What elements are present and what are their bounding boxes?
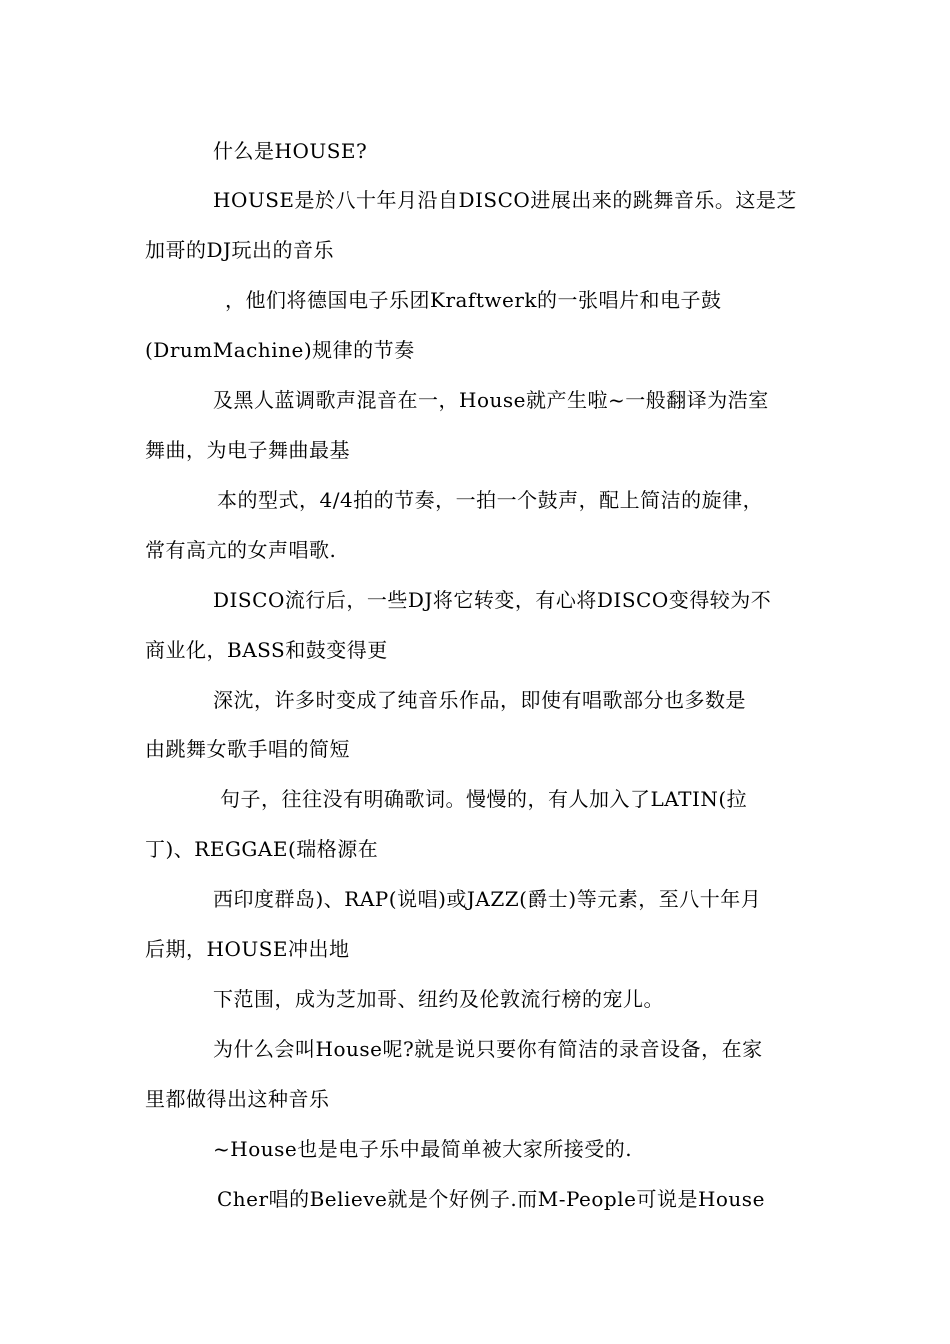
paragraph-line: ，他们将德国电子乐团Kraftwerk的一张唱片和电子鼓 [225,288,722,312]
paragraph-line: 舞曲，为电子舞曲最基 [145,438,350,462]
paragraph-line: 及黑人蓝调歌声混音在一，House就产生啦~一般翻译为浩室 [213,388,769,412]
paragraph-line: 本的型式，4/4拍的节奏，一拍一个鼓声，配上简洁的旋律， [217,488,764,512]
paragraph-line: 由跳舞女歌手唱的简短 [145,737,350,761]
paragraph-line: (DrumMachine)规律的节奏 [145,338,415,362]
paragraph-line: 丁)、REGGAE(瑞格源在 [145,837,379,861]
paragraph-line: DISCO流行后，一些DJ将它转变，有心将DISCO变得较为不 [213,588,772,612]
paragraph-line: 深沈，许多时变成了纯音乐作品，即使有唱歌部分也多数是 [213,688,746,712]
paragraph-line: 西印度群岛)、RAP(说唱)或JAZZ(爵士)等元素，至八十年月 [213,887,762,911]
paragraph-line: Cher唱的Believe就是个好例子.而M-People可说是House [217,1187,765,1211]
paragraph-line: 后期，HOUSE冲出地 [145,937,350,961]
paragraph-line: 加哥的DJ玩出的音乐 [145,238,335,262]
paragraph-line: 为什么会叫House呢?就是说只要你有简洁的录音设备，在家 [213,1037,763,1061]
paragraph-line: 商业化，BASS和鼓变得更 [145,638,388,662]
paragraph-line: 里都做得出这种音乐 [145,1087,330,1111]
heading-line: 什么是HOUSE? [213,139,368,163]
paragraph-line: 常有高亢的女声唱歌. [145,538,337,562]
paragraph-line: ~House也是电子乐中最简单被大家所接受的. [213,1137,633,1161]
paragraph-line: 句子，往往没有明确歌词。慢慢的，有人加入了LATIN(拉 [220,787,748,811]
paragraph-line: 下范围，成为芝加哥、纽约及伦敦流行榜的宠儿。 [213,987,664,1011]
paragraph-line: HOUSE是於八十年月沿自DISCO进展出来的跳舞音乐。这是芝 [213,188,797,212]
